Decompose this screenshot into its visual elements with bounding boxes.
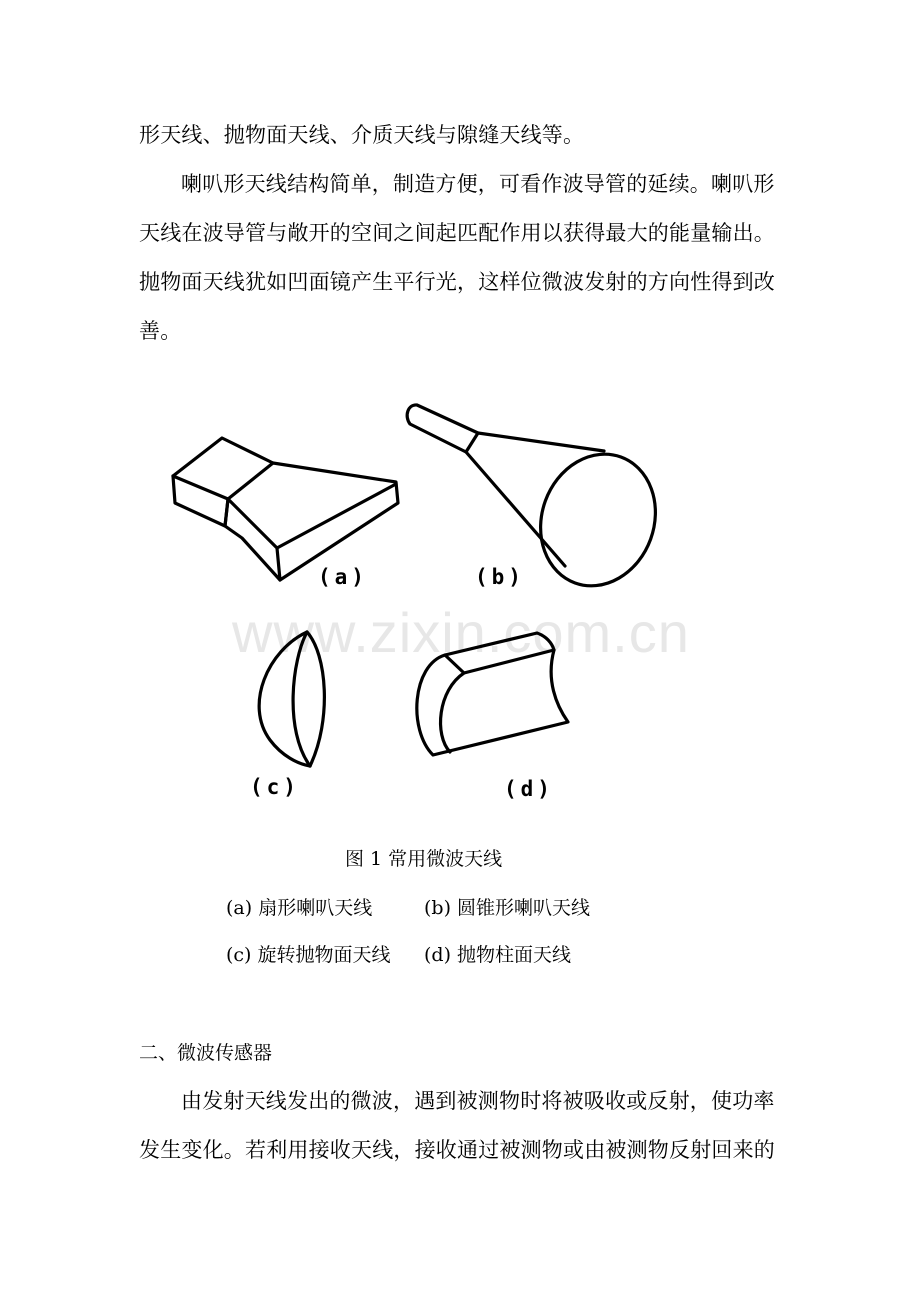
figure-caption-b: (b) 圆锥形喇叭天线 (424, 897, 591, 919)
figure-label-b: (b) (475, 565, 525, 589)
figure-caption-a: (a) 扇形喇叭天线 (226, 897, 373, 919)
figure-label-a: (a) (318, 565, 368, 589)
paragraph-3-line-1: 由发射天线发出的微波，遇到被测物时将被吸收或反射，使功率 (181, 1089, 775, 1113)
figure-caption-c: (c) 旋转抛物面天线 (226, 944, 391, 966)
paragraph-1-line-1: 形天线、抛物面天线、介质天线与隙缝天线等。 (139, 123, 585, 147)
figure-caption-d: (d) 抛物柱面天线 (424, 944, 572, 966)
paragraph-2-line-4: 善。 (139, 319, 182, 343)
paraboloid-drawing (259, 632, 324, 766)
section-heading: 二、微波传感器 (139, 1042, 273, 1064)
watermark: www.zixin.com.cn (232, 601, 690, 664)
parabolic-cylinder-drawing (417, 633, 568, 755)
figure-caption-title: 图 1 常用微波天线 (345, 848, 503, 870)
paragraph-3-line-2: 发生变化。若利用接收天线，接收通过被测物或由被测物反射回来的 (139, 1138, 775, 1162)
paragraph-2-line-2: 天线在波导管与敞开的空间之间起匹配作用以获得最大的能量输出。 (139, 221, 775, 245)
paragraph-2-line-3: 抛物面天线犹如凹面镜产生平行光，这样位微波发射的方向性得到改 (139, 270, 775, 294)
figure-label-c: (c) (250, 775, 300, 799)
paragraph-2-line-1: 喇叭形天线结构简单，制造方便，可看作波导管的延续。喇叭形 (181, 172, 775, 196)
sector-horn-drawing (173, 438, 398, 580)
figure-label-d: (d) (504, 777, 554, 801)
conical-horn-drawing (407, 405, 673, 602)
